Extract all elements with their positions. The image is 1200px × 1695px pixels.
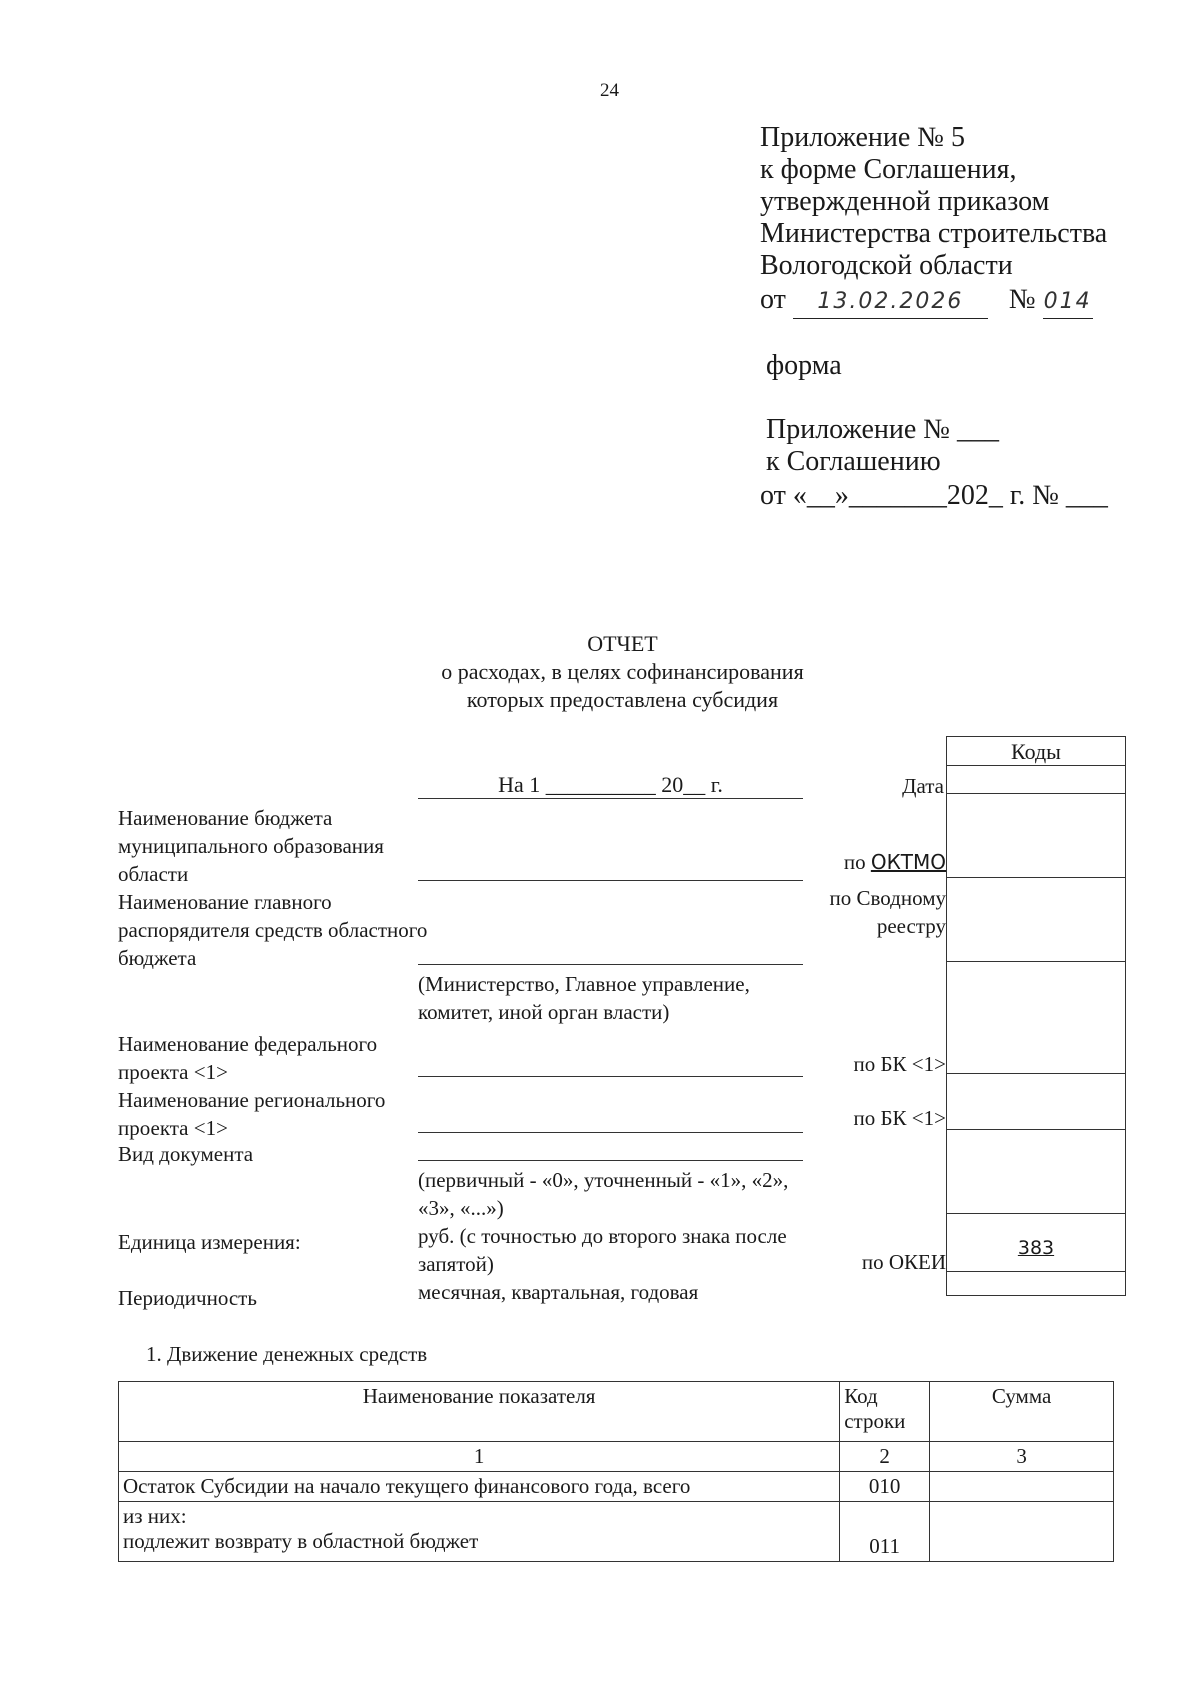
codes-header: Коды (1011, 739, 1061, 764)
manager-name-label: Наименование главного распорядителя средств областного бюджета (118, 890, 428, 970)
table-row (119, 1502, 1114, 1562)
table-row (119, 1472, 1114, 1502)
column-number-row (119, 1442, 1114, 1472)
cash-flow-table (118, 1381, 1114, 1562)
row-name: Остаток Субсидии на начало текущего финансового года, всего (119, 1472, 840, 1502)
form-label: форма (766, 350, 842, 381)
budget-name-label: Наименование бюджета муниципального образования области (118, 806, 384, 886)
table-header-row (119, 1382, 1114, 1442)
row-code: 011 (840, 1502, 930, 1562)
unit-value: руб. (с точностью до второго знака после запятой) (418, 1224, 787, 1276)
report-subtitle-2: которых предоставлена субсидия (466, 687, 779, 712)
number-prefix: № (1008, 284, 1036, 315)
col-number: 1 (119, 1442, 840, 1472)
date-label: Дата (902, 774, 944, 798)
header-sum: Сумма (930, 1382, 1114, 1442)
svodny-label: по Сводному реестру (829, 886, 946, 938)
col-number: 2 (840, 1442, 930, 1472)
doc-type-hint: (первичный - «0», уточненный - «1», «2», «3», «...») (418, 1168, 789, 1220)
regional-project-label: Наименование регионального проекта <1> (118, 1088, 386, 1140)
header-line-5: Вологодской области (760, 250, 1013, 281)
row-sum[interactable] (930, 1472, 1114, 1502)
federal-project-label: Наименование федерального проекта <1> (118, 1032, 378, 1084)
doc-type-label: Вид документа (118, 1142, 254, 1166)
codes-column (946, 736, 1126, 1296)
header-row-code: Код строки (840, 1382, 930, 1442)
oktmo-label: по ОКТМО (843, 850, 946, 874)
appendix-line-3: от «__»_______202_ г. № ___ (760, 480, 1108, 511)
row-name (119, 1502, 840, 1562)
header-line-4: Министерства строительства (760, 218, 1108, 249)
periodicity-value: месячная, квартальная, годовая (418, 1280, 699, 1304)
header-indicator-name: Наименование показателя (119, 1382, 840, 1442)
date-line: На 1 __________ 20__ г. (498, 772, 723, 797)
report-subtitle-1: о расходах, в целях софинансирования (441, 659, 804, 684)
report-title: ОТЧЕТ (587, 631, 658, 656)
row-sum[interactable] (930, 1502, 1114, 1562)
row-name-text: подлежит возврату в областной бюджет (123, 1529, 479, 1553)
bk-label-2: по БК <1> (853, 1106, 946, 1130)
okei-code: 383 (1017, 1237, 1055, 1259)
row-code: 010 (840, 1472, 930, 1502)
handwritten-date: 13.02.2026 (793, 286, 988, 319)
bk-label-1: по БК <1> (853, 1052, 946, 1076)
handwritten-number: 014 (1043, 286, 1093, 319)
manager-hint: (Министерство, Главное управление, комитет, иной орган власти) (418, 972, 750, 1024)
appendix-line-1: Приложение № ___ (766, 414, 999, 445)
section-1-title: 1. Движение денежных средств (146, 1342, 428, 1366)
header-line-2: к форме Соглашения, (760, 154, 1017, 185)
from-prefix: от (760, 284, 786, 315)
col-number: 3 (930, 1442, 1114, 1472)
header-line-3: утвержденной приказом (760, 186, 1050, 217)
appendix-line-2: к Соглашению (766, 446, 941, 477)
header-date-line (760, 284, 1093, 319)
okei-label: по ОКЕИ (861, 1250, 946, 1274)
unit-label: Единица измерения: (118, 1230, 301, 1254)
row-name-prefix: из них: (123, 1504, 187, 1528)
header-line-1: Приложение № 5 (760, 122, 965, 153)
page-number: 24 (600, 80, 619, 101)
periodicity-label: Периодичность (118, 1286, 257, 1310)
